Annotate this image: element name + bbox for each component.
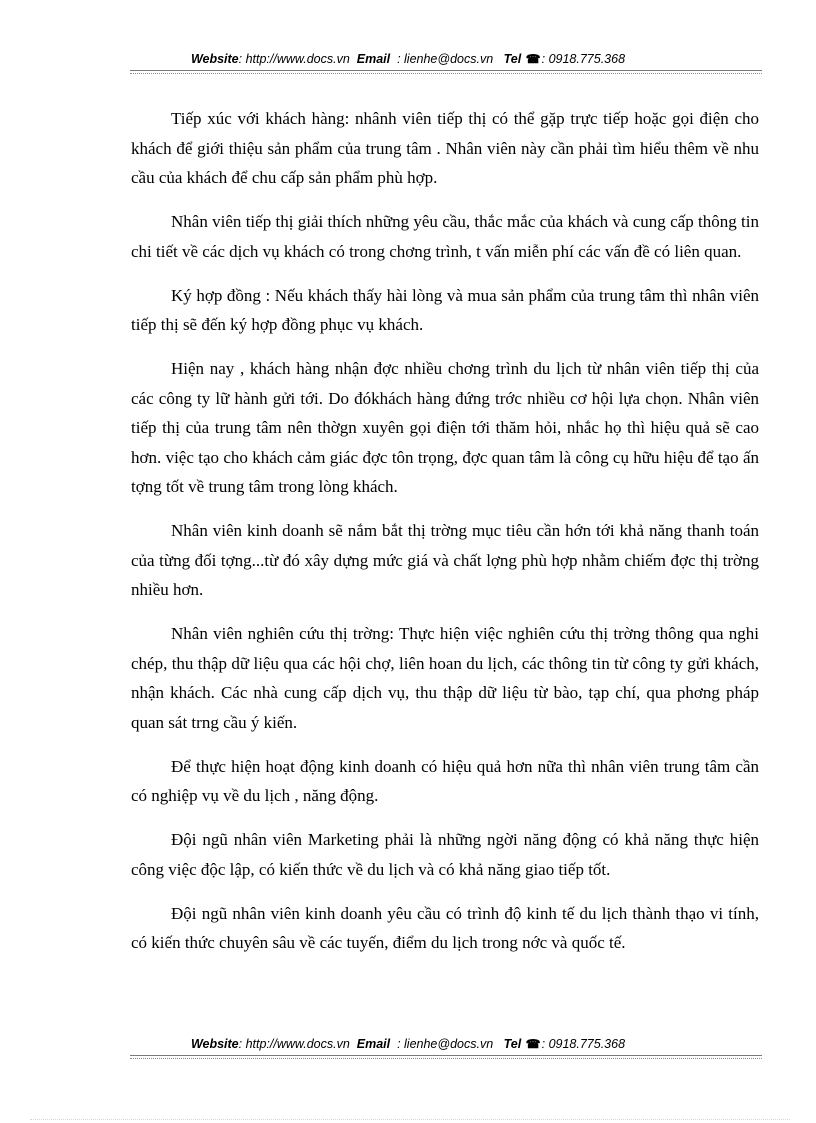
email-label: Email	[356, 1037, 391, 1051]
paragraph: Để thực hiện hoạt động kinh doanh có hiệu quả hơn nữa thì nhân viên trung tâm cần có nghiệp vụ về du lịch , năng động.	[131, 756, 759, 805]
paragraph: Ký hợp đồng : Nếu khách thấy hài lòng và mua sản phẩm của trung tâm thì nhân viên tiếp thị sẽ đến ký hợp đồng phục vụ khách.	[131, 285, 759, 334]
document-body	[131, 104, 759, 972]
website-url[interactable]: : http://www.docs.vn	[238, 1037, 350, 1051]
paragraph: Đội ngũ nhân viên Marketing phải là những ngời năng động có khả năng thực hiện công việc độc lập, có kiến thức về du lịch và có khả năng giao tiếp tốt.	[131, 830, 759, 879]
paragraph: Nhân viên nghiên cứu thị trờng: Thực hiện việc nghiên cứu thị trờng thông qua nghi chép, thu thập dữ liệu qua các hội chợ, liên hoan du lịch, các thông tin từ công ty gửi khách, nhận khách. Các nhà cung cấp dịch vụ, thu thập dữ liệu từ bào, tạp chí, qua phơng pháp quan sát trng cầu ý kiến.	[131, 624, 759, 732]
paragraph: Hiện nay , khách hàng nhận đợc nhiều chơng trình du lịch từ nhân viên tiếp thị của các công ty lữ hành gửi tới. Do đókhách hàng đứng trớc nhiều cơ hội lựa chọn. Nhân viên tiếp thị của trung tâm nên thờgn xuyên gọi điện tới thăm hỏi, nhắc họ thì hiệu quả sẽ cao hơn. việc tạo cho khách cảm giác đợc tôn trọng, đợc quan tâm là công cụ hữu hiệu để tạo ấn tợng tốt về trung tâm trong lòng khách.	[131, 359, 759, 496]
tel-number: : 0918.775.368	[541, 52, 626, 66]
phone-icon: ☎	[525, 1037, 541, 1051]
tel-number: : 0918.775.368	[541, 1037, 626, 1051]
email-address[interactable]: : lienhe@docs.vn	[397, 52, 494, 66]
website-label: Website	[190, 52, 239, 66]
tel-label: Tel	[503, 52, 522, 66]
paragraph: Đội ngũ nhân viên kinh doanh yêu cầu có trình độ kinh tế du lịch thành thạo vi tính, có kiến thức chuyên sâu về các tuyến, điểm du lịch trong nớc và quốc tế.	[131, 903, 759, 952]
footer-rule	[130, 1055, 762, 1056]
phone-icon: ☎	[525, 52, 541, 66]
page-header	[0, 52, 816, 66]
page-footer	[0, 1037, 816, 1051]
tel-label: Tel	[503, 1037, 522, 1051]
website-url[interactable]: : http://www.docs.vn	[238, 52, 350, 66]
email-label: Email	[356, 52, 391, 66]
paragraph: Tiếp xúc với khách hàng: nhânh viên tiếp thị có thể gặp trực tiếp hoặc gọi điện cho khách để giới thiệu sản phẩm của trung tâm . Nhân viên này cần phải tìm hiểu thêm về nhu cầu của khách để chu cấp sản phẩm phù hợp.	[131, 109, 759, 187]
paragraph: Nhân viên kinh doanh sẽ nắm bắt thị trờng mục tiêu cần hớn tới khả năng thanh toán của từng đối tợng...từ đó xây dựng mức giá và chất lợng phù hợp nhằm chiếm đợc thị trờng nhiều hơn.	[131, 521, 759, 599]
page-bottom-border	[30, 1119, 790, 1120]
header-rule-dotted	[130, 73, 762, 74]
email-address[interactable]: : lienhe@docs.vn	[397, 1037, 494, 1051]
header-rule	[130, 70, 762, 71]
paragraph: Nhân viên tiếp thị giải thích những yêu cầu, thắc mắc của khách và cung cấp thông tin chi tiết về các dịch vụ khách có trong chơng trình, t vấn miễn phí các vấn đề có liên quan.	[131, 212, 759, 261]
footer-rule-dotted	[130, 1058, 762, 1059]
website-label: Website	[190, 1037, 239, 1051]
